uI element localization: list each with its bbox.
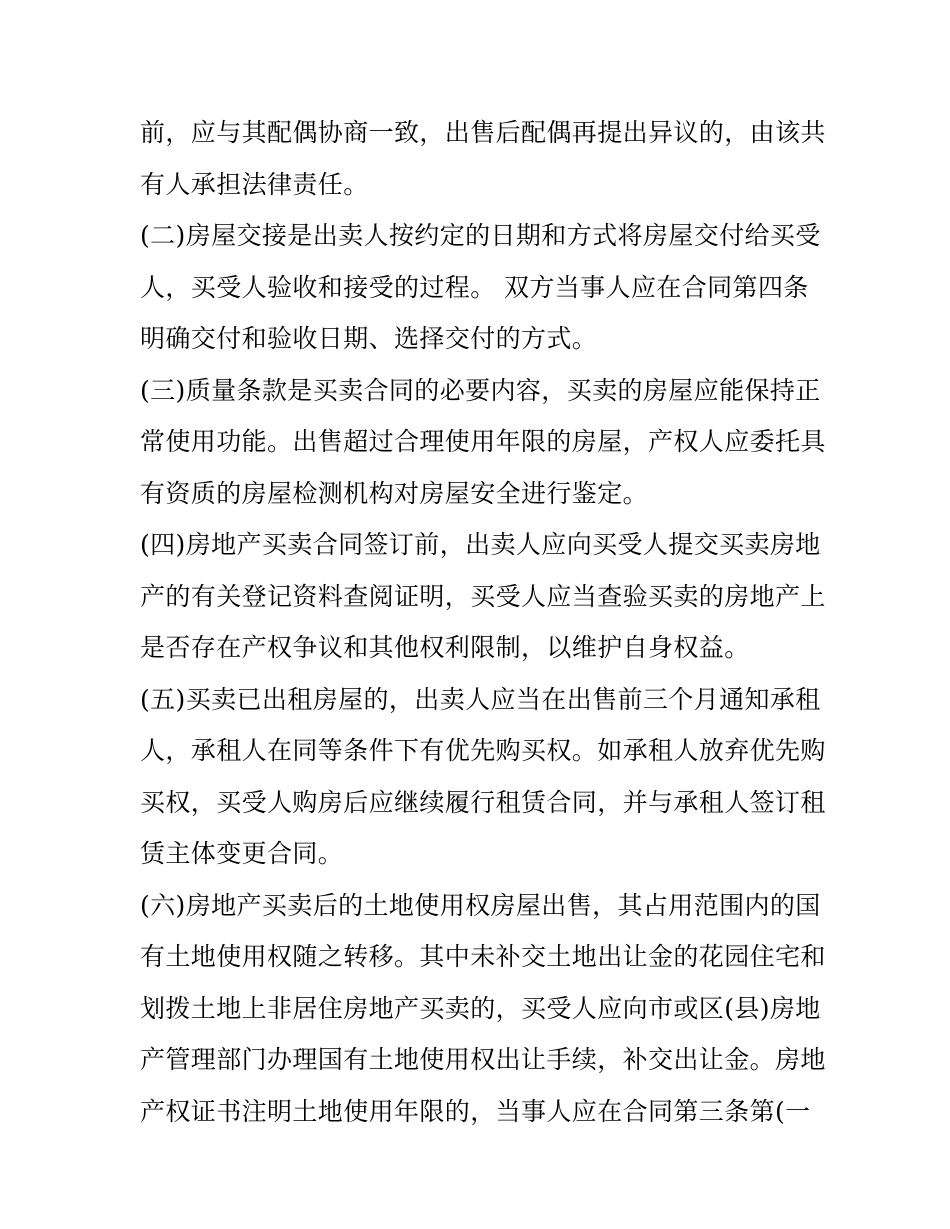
text-line: 有土地使用权随之转移。其中未补交土地出让金的花园住宅和	[140, 942, 826, 971]
text-line: 产权证书注明土地使用年限的，当事人应在合同第三条第(一	[140, 1096, 811, 1126]
text-line: 赁主体变更合同。	[140, 839, 344, 868]
text-line: 划拨土地上非居住房地产买卖的，买受人应向市或区(县)房地	[140, 993, 821, 1023]
text-line: 人，买受人验收和接受的过程。 双方当事人应在合同第四条	[140, 272, 809, 302]
text-line: (二)房屋交接是出卖人按约定的日期和方式将房屋交付给买受	[140, 221, 821, 250]
text-line: (五)买卖已出租房屋的，出卖人应当在出售前三个月通知承租	[140, 684, 821, 714]
text-line: 人，承租人在同等条件下有优先购买权。如承租人放弃优先购	[140, 736, 826, 765]
text-line: 产管理部门办理国有土地使用权出让手续，补交出让金。房地	[140, 1045, 826, 1074]
body-text	[140, 107, 826, 1137]
text-line: 有资质的房屋检测机构对房屋安全进行鉴定。	[140, 478, 649, 508]
text-line: 明确交付和验收日期、选择交付的方式。	[140, 324, 598, 353]
text-line: 前，应与其配偶协商一致，出售后配偶再提出异议的，由该共	[140, 118, 826, 147]
text-line: (四)房地产买卖合同签订前，出卖人应向买受人提交买卖房地	[140, 530, 821, 559]
text-line: (三)质量条款是买卖合同的必要内容，买卖的房屋应能保持正	[140, 375, 821, 405]
text-line: 有人承担法律责任。	[140, 169, 369, 199]
text-line: 常使用功能。出售超过合理使用年限的房屋，产权人应委托具	[140, 427, 826, 456]
text-line: 买权，买受人购房后应继续履行租赁合同，并与承租人签订租	[140, 787, 826, 817]
text-line: 是否存在产权争议和其他权利限制，以维护自身权益。	[140, 633, 750, 662]
text-line: (六)房地产买卖后的土地使用权房屋出售，其占用范围内的国	[140, 890, 821, 920]
text-line: 产的有关登记资料查阅证明，买受人应当查验买卖的房地产上	[140, 581, 826, 611]
